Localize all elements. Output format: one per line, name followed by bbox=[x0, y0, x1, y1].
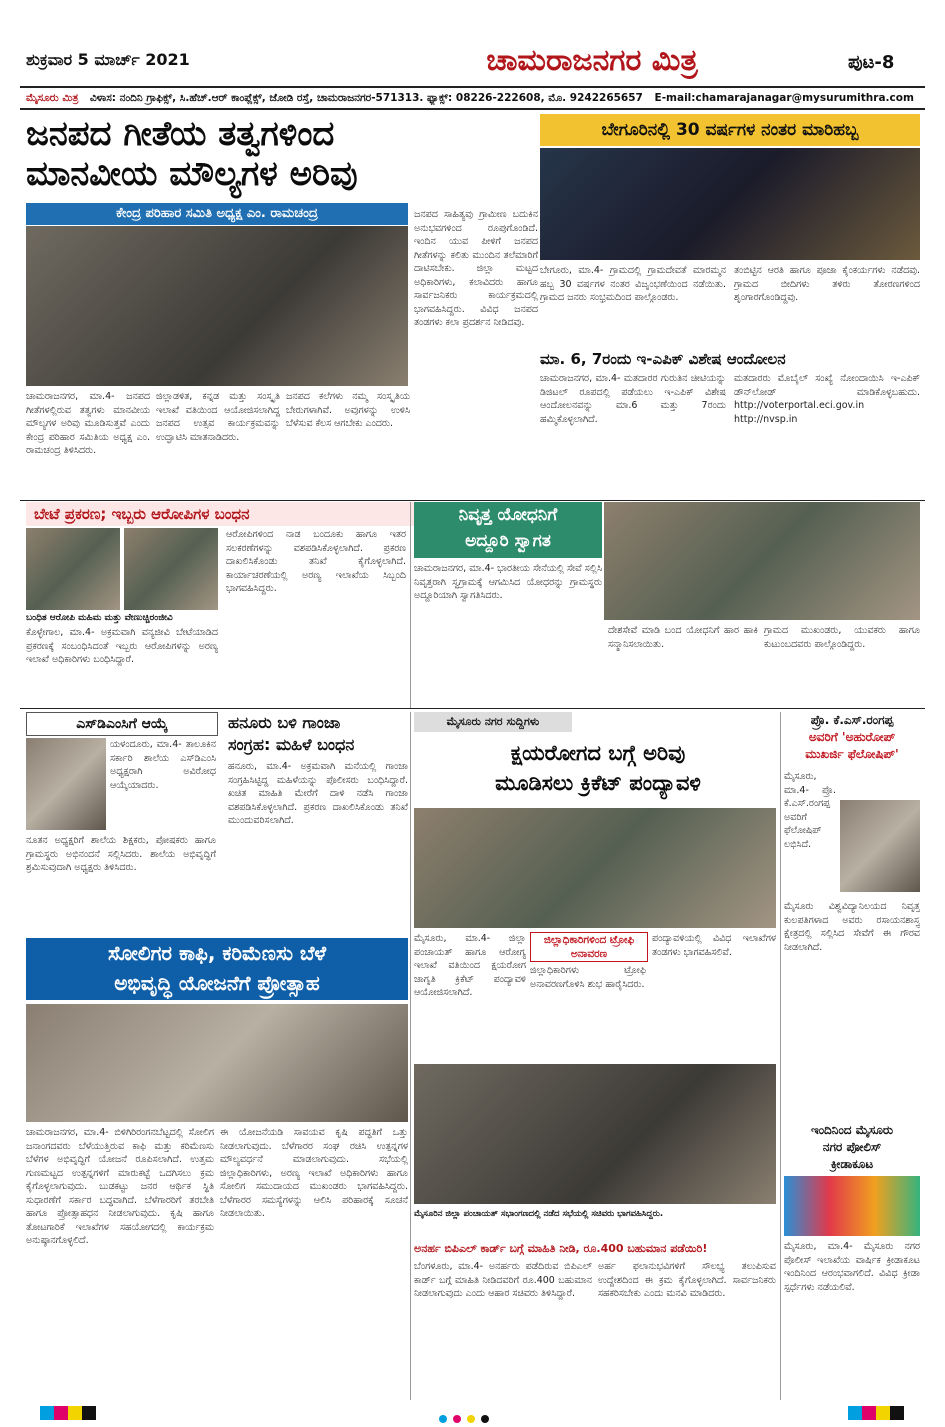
lead-text-col1: ಚಾಮರಾಜನಗರ, ಮಾ.4- ಜನಪದ ಗೀತೆಗಳಲ್ಲಿರುವ ತತ್ವಗಳು ಮಾನವೀಯ ಮೌಲ್ಯಗಳ ಅರಿವು ಮೂಡಿಸುತ್ತವೆ ಎಂದು ಕೇಂದ್ರ ಪರಿಹಾರ ಸಮಿತಿಯ ಅಧ್ಯಕ್ಷ ಎಂ. ರಾಮಚಂದ್ರ ತಿಳಿಸಿದರು. bbox=[26, 391, 150, 456]
minister-meeting-photo bbox=[414, 1064, 776, 1204]
hunting-headline: ಬೇಟೆ ಪ್ರಕರಣ; ಇಬ್ಬರು ಆರೋಪಿಗಳ ಬಂಧನ bbox=[26, 502, 414, 526]
rangappa-text-col1: ಮೈಸೂರು, ಮಾ.4- ಪ್ರೊ. ಕೆ.ಎಸ್.ರಂಗಪ್ಪ ಅವರಿಗೆ ಫೆಲೋಷಿಪ್ ಲಭಿಸಿದೆ. bbox=[784, 771, 836, 850]
tb-headline-line2: ಮೂಡಿಸಲು ಕ್ರಿಕೆಟ್ ಪಂದ್ಯಾವಳಿ bbox=[495, 771, 701, 795]
veteran-text-col2: ದೇಶಸೇವೆ ಮಾಡಿ ಬಂದ ಯೋಧನಿಗೆ ಹಾರ ಹಾಕಿ ಸನ್ಮಾನಿಸಲಾಯಿತು. bbox=[608, 625, 758, 650]
eepic-text-col2: ಮತದಾರರು ಮೊಬೈಲ್ ಸಂಖ್ಯೆ ನೋಂದಾಯಿಸಿ ಇ-ಎಪಿಕ್ ಡೌನ್‌ಲೋಡ್ ಮಾಡಿಕೊಳ್ಳಬಹುದು. http://voterportal.eci.gov.in http://nvsp.in bbox=[734, 373, 920, 425]
ganja-text: ಹನೂರು, ಮಾ.4- ಅಕ್ರಮವಾಗಿ ಮನೆಯಲ್ಲಿ ಗಾಂಜಾ ಸಂಗ್ರಹಿಸಿಟ್ಟಿದ್ದ ಮಹಿಳೆಯನ್ನು ಪೊಲೀಸರು ಬಂಧಿಸಿದ್ದಾರೆ. ಖಚಿತ ಮಾಹಿತಿ ಮೇರೆಗೆ ದಾಳಿ ನಡೆಸಿ ಗಾಂಜಾ ವಶಪಡಿಸಿಕೊಳ್ಳಲಾಗಿದೆ. ಪ್ರಕರಣ ದಾಖಲಿಸಿಕೊಂಡು ತನಿಖೆ ಮುಂದುವರಿಸಲಾಗಿದೆ. bbox=[228, 761, 408, 826]
lead-headline-line2: ಮಾನವೀಯ ಮೌಲ್ಯಗಳ ಅರಿವು bbox=[26, 154, 358, 194]
coffee-photo bbox=[26, 1004, 408, 1122]
bpl-headline: ಅನರ್ಹ ಬಿಪಿಎಲ್ ಕಾರ್ಡ್ ಬಗ್ಗೆ ಮಾಹಿತಿ ನೀಡಿ, ರೂ.400 ಬಹುಮಾನ ಪಡೆಯಿರಿ! bbox=[414, 1242, 708, 1255]
column-rule bbox=[410, 712, 411, 1400]
ganja-headline bbox=[228, 712, 408, 756]
masthead: ಚಾಮರಾಜನಗರ ಮಿತ್ರ bbox=[486, 43, 698, 78]
police-headline-line3: ಕ್ರೀಡಾಕೂಟ bbox=[830, 1157, 874, 1171]
hunting-text-col2: ಆರೋಪಿಗಳಿಂದ ನಾಡ ಬಂದೂಕು ಹಾಗೂ ಇತರ ಸಲಕರಣೆಗಳನ್ನು ವಶಪಡಿಸಿಕೊಳ್ಳಲಾಗಿದೆ. ಪ್ರಕರಣ ದಾಖಲಿಸಿಕೊಂಡು ತನಿಖೆ ಕೈಗೊಳ್ಳಲಾಗಿದೆ. ಕಾರ್ಯಾಚರಣೆಯಲ್ಲಿ ಅರಣ್ಯ ಇಲಾಖೆಯ ಸಿಬ್ಬಂದಿ ಭಾಗವಹಿಸಿದ್ದರು. bbox=[226, 529, 406, 594]
rangappa-headline bbox=[784, 712, 920, 763]
edition-date: ಶುಕ್ರವಾರ 5 ಮಾರ್ಚ್ 2021 bbox=[26, 50, 190, 69]
hunting-text-col1: ಕೊಳ್ಳೇಗಾಲ, ಮಾ.4- ಅಕ್ರಮವಾಗಿ ವನ್ಯಜೀವಿ ಬೇಟೆಯಾಡಿದ ಪ್ರಕರಣಕ್ಕೆ ಸಂಬಂಧಿಸಿದಂತೆ ಇಬ್ಬರು ಆರೋಪಿಗಳನ್ನು ಅರಣ್ಯ ಇಲಾಖೆ ಅಧಿಕಾರಿಗಳು ಬಂಧಿಸಿದ್ದಾರೆ. bbox=[26, 627, 218, 665]
tb-text-col3: ಪಂದ್ಯಾವಳಿಯಲ್ಲಿ ವಿವಿಧ ಇಲಾಖೆಗಳ ತಂಡಗಳು ಭಾಗವಹಿಸಲಿವೆ. bbox=[652, 933, 776, 958]
column-rule bbox=[780, 712, 781, 1400]
accused-photo-1 bbox=[26, 528, 120, 610]
eepic-urls[interactable]: http://voterportal.eci.gov.in http://nvsp.in bbox=[734, 400, 865, 425]
tb-text-col2: ಜಿಲ್ಲಾಧಿಕಾರಿಗಳು ಟ್ರೋಫಿ ಅನಾವರಣಗೊಳಿಸಿ ಶುಭ ಹಾರೈಸಿದರು. bbox=[530, 965, 646, 990]
contact-bar bbox=[26, 92, 918, 105]
bpl-text-col2: ಅರ್ಹ ಫಲಾನುಭವಿಗಳಿಗೆ ಸೌಲಭ್ಯ ತಲುಪಿಸುವ ಉದ್ದೇಶದಿಂದ ಈ ಕ್ರಮ ಕೈಗೊಳ್ಳಲಾಗಿದೆ. ಸಾರ್ವಜನಿಕರು ಸಹಕರಿಸಬೇಕು ಎಂದು ಮನವಿ ಮಾಡಿದರು. bbox=[598, 1261, 776, 1299]
lead-text-col3: ಜನಪದ ಕಲೆಗಳು ನಮ್ಮ ಸಂಸ್ಕೃತಿಯ ಬೇರುಗಳಾಗಿವೆ. ಅವುಗಳನ್ನು ಉಳಿಸಿ ಬೆಳೆಸುವ ಕೆಲಸ ಆಗಬೇಕು ಎಂದರು. bbox=[286, 391, 410, 429]
ganja-headline-line1: ಹನೂರು ಬಳಿ ಗಾಂಜಾ bbox=[228, 713, 341, 732]
police-headline bbox=[784, 1122, 920, 1173]
section-rule-1 bbox=[20, 500, 925, 501]
tb-text-col1: ಮೈಸೂರು, ಮಾ.4- ಜಿಲ್ಲಾ ಪಂಚಾಯತ್ ಹಾಗೂ ಆರೋಗ್ಯ ಇಲಾಖೆ ವತಿಯಿಂದ ಕ್ಷಯರೋಗ ಜಾಗೃತಿ ಕ್ರಿಕೆಟ್ ಪಂದ್ಯಾವಳಿ ಆಯೋಜಿಸಲಾಗಿದೆ. bbox=[414, 933, 526, 998]
color-bar-right bbox=[848, 1406, 904, 1420]
rangappa-headline-line2: ಅವರಿಗೆ 'ಅಹುರೋಪ್ bbox=[808, 730, 896, 744]
sdmc-text-col2: ನೂತನ ಅಧ್ಯಕ್ಷರಿಗೆ ಶಾಲೆಯ ಶಿಕ್ಷಕರು, ಪೋಷಕರು ಹಾಗೂ ಗ್ರಾಮಸ್ಥರು ಅಭಿನಂದನೆ ಸಲ್ಲಿಸಿದರು. ಶಾಲೆಯ ಅಭಿವೃದ್ಧಿಗೆ ಶ್ರಮಿಸುವುದಾಗಿ ಅಧ್ಯಕ್ಷರು ತಿಳಿಸಿದರು. bbox=[26, 835, 216, 873]
column-rule bbox=[410, 502, 411, 708]
veteran-headline-line1: ನಿವೃತ್ತ ಯೋಧನಿಗೆ bbox=[458, 505, 558, 525]
page-number: ಪುಟ-8 bbox=[848, 52, 895, 73]
coffee-text-col2: ಈ ಯೋಜನೆಯಡಿ ಸಾವಯವ ಕೃಷಿ ಪದ್ಧತಿಗೆ ಒತ್ತು ನೀಡಲಾಗುವುದು. ಬೆಳೆಗಾರರ ಸಂಘ ರಚಿಸಿ ಉತ್ಪನ್ನಗಳ ಮೌಲ್ಯವರ್ಧನೆ ಮಾಡಲಾಗುವುದು. ಸಭೆಯಲ್ಲಿ ಜಿಲ್ಲಾಧಿಕಾರಿಗಳು, ಅರಣ್ಯ ಇಲಾಖೆ ಅಧಿಕಾರಿಗಳು ಹಾಗೂ ಸೋಲಿಗ ಸಮುದಾಯದ ಮುಖಂಡರು ಭಾಗವಹಿಸಿದ್ದರು. ಬೆಳೆಗಾರರ ಸಮಸ್ಯೆಗಳನ್ನು ಆಲಿಸಿ ಪರಿಹಾರಕ್ಕೆ ಸೂಚನೆ ನೀಡಲಾಯಿತು. bbox=[220, 1127, 408, 1219]
mysuru-news-label: ಮೈಸೂರು ನಗರ ಸುದ್ದಿಗಳು bbox=[414, 712, 572, 732]
veteran-headline-line2: ಅದ್ದೂರಿ ಸ್ವಾಗತ bbox=[465, 531, 551, 551]
rangappa-headline-line3: ಮುಖರ್ಜಿ ಫೆಲೋಷಿಪ್' bbox=[805, 747, 899, 761]
coffee-text-col1: ಚಾಮರಾಜನಗರ, ಮಾ.4- ಬಿಳಿಗಿರಿರಂಗನಬೆಟ್ಟದಲ್ಲಿ ಸೋಲಿಗ ಜನಾಂಗದವರು ಬೆಳೆಯುತ್ತಿರುವ ಕಾಫಿ ಮತ್ತು ಕರಿಮೆಣಸು ಬೆಳೆಗಳ ಅಭಿವೃದ್ಧಿಗೆ ಯೋಜನೆ ರೂಪಿಸಲಾಗಿದೆ. ಉತ್ತಮ ಗುಣಮಟ್ಟದ ಉತ್ಪನ್ನಗಳಿಗೆ ಮಾರುಕಟ್ಟೆ ಒದಗಿಸಲು ಕ್ರಮ ಕೈಗೊಳ್ಳಲಾಗುವುದು. ಬುಡಕಟ್ಟು ಜನರ ಆರ್ಥಿಕ ಸ್ಥಿತಿ ಸುಧಾರಣೆಗೆ ಸರ್ಕಾರ ಬದ್ಧವಾಗಿದೆ. ಬೆಳೆಗಾರರಿಗೆ ತರಬೇತಿ ಹಾಗೂ ಪ್ರೋತ್ಸಾಹಧನ ನೀಡಲಾಗುವುದು. ಕೃಷಿ ಹಾಗೂ ತೋಟಗಾರಿಕೆ ಇಲಾಖೆಗಳ ಸಹಯೋಗದಲ್ಲಿ ಕಾರ್ಯಕ್ರಮ ಅನುಷ್ಠಾನಗೊಳ್ಳಲಿದೆ. bbox=[26, 1127, 214, 1246]
header-rule bbox=[20, 86, 925, 88]
lead-text-col4: ಜನಪದ ಸಾಹಿತ್ಯವು ಗ್ರಾಮೀಣ ಬದುಕಿನ ಅನುಭವಗಳಿಂದ ರೂಪುಗೊಂಡಿದೆ. ಇಂದಿನ ಯುವ ಪೀಳಿಗೆ ಜನಪದ ಗೀತೆಗಳನ್ನು ಕಲಿತು ಮುಂದಿನ ತಲೆಮಾರಿಗೆ ದಾಟಿಸಬೇಕು. ಜಿಲ್ಲಾ ಮಟ್ಟದ ಅಧಿಕಾರಿಗಳು, ಕಲಾವಿದರು ಹಾಗೂ ಸಾರ್ವಜನಿಕರು ಕಾರ್ಯಕ್ರಮದಲ್ಲಿ ಭಾಗವಹಿಸಿದ್ದರು. ವಿವಿಧ ಜನಪದ ತಂಡಗಳು ಕಲಾ ಪ್ರದರ್ಶನ ನೀಡಿದವು. bbox=[414, 209, 538, 328]
sdmc-headline: ಎಸ್‌ಡಿಎಂಸಿಗೆ ಆಯ್ಕೆ bbox=[26, 712, 218, 736]
hunting-caption: ಬಂಧಿತ ಆರೋಪಿ ಮಹಿಮ ಮತ್ತು ವೇಣುಚ್ಚಿರಂಜೀವಿ bbox=[26, 613, 173, 623]
address: ವಿಳಾಸ: ನಂದಿನಿ ಗ್ರಾಫಿಕ್ಸ್, ಸಿ.ಹೆಚ್.ಆರ್ ಕಾಂಪ್ಲೆಕ್ಸ್, ಜೋಡಿ ರಸ್ತೆ, ಚಾಮರಾಜನಗರ-571313. ಫ್ಯಾಕ್ಸ್: 08226-222608, ಮೊ. 9242265657 bbox=[90, 92, 643, 104]
police-headline-line2: ನಗರ ಪೋಲಿಸ್ bbox=[822, 1140, 882, 1154]
sdmc-text-col1: ಯಳಂದೂರು, ಮಾ.4- ತಾಲೂಕಿನ ಸರ್ಕಾರಿ ಶಾಲೆಯ ಎಸ್‌ಡಿಎಂಸಿ ಅಧ್ಯಕ್ಷರಾಗಿ ಅವಿರೋಧ ಆಯ್ಕೆಯಾದರು. bbox=[110, 739, 216, 791]
eepic-text-col1: ಚಾಮರಾಜನಗರ, ಮಾ.4- ಮತದಾರರ ಗುರುತಿನ ಚೀಟಿಯನ್ನು ಡಿಜಿಟಲ್ ರೂಪದಲ್ಲಿ ಪಡೆಯಲು ಇ-ಎಪಿಕ್ ವಿಶೇಷ ಆಂದೋಲನವನ್ನು ಮಾ.6 ಮತ್ತು 7ರಂದು ಹಮ್ಮಿಕೊಳ್ಳಲಾಗಿದೆ. bbox=[540, 373, 726, 425]
lead-headline bbox=[26, 114, 526, 194]
lead-text-col2: ಜಿಲ್ಲಾಡಳಿತ, ಕನ್ನಡ ಮತ್ತು ಸಂಸ್ಕೃತಿ ಇಲಾಖೆ ವತಿಯಿಂದ ಆಯೋಜಿಸಲಾಗಿದ್ದ ಜನಪದ ಉತ್ಸವ ಕಾರ್ಯಕ್ರಮವನ್ನು ಉದ್ಘಾಟಿಸಿ ಮಾತನಾಡಿದರು. bbox=[156, 391, 280, 443]
rangappa-headline-line1: ಪ್ರೊ. ಕೆ.ಎಸ್.ರಂಗಪ್ಪ bbox=[810, 713, 894, 727]
tb-photo bbox=[414, 808, 776, 928]
festival-text-col2: ತಂಬಿಟ್ಟಿನ ಆರತಿ ಹಾಗೂ ಪೂಜಾ ಕೈಂಕರ್ಯಗಳು ನಡೆದವು. ಗ್ರಾಮದ ಬೀದಿಗಳು ತಳಿರು ತೋರಣಗಳಿಂದ ಶೃಂಗಾರಗೊಂಡಿದ್ದವು. bbox=[734, 265, 920, 303]
minister-meeting-caption: ಮೈಸೂರಿನ ಜಿಲ್ಲಾ ಪಂಚಾಯತ್ ಸಭಾಂಗಣದಲ್ಲಿ ನಡೆದ ಸಭೆಯಲ್ಲಿ ಸಚಿವರು ಭಾಗವಹಿಸಿದ್ದರು. bbox=[414, 1209, 664, 1219]
coffee-headline bbox=[26, 938, 408, 1000]
festival-photo bbox=[540, 148, 920, 260]
header-rule-2 bbox=[20, 108, 925, 110]
veteran-headline bbox=[414, 502, 602, 558]
registration-dots bbox=[436, 1408, 492, 1427]
color-bar-left bbox=[40, 1406, 96, 1420]
accused-photo-2 bbox=[124, 528, 218, 610]
lead-subhead: ಕೇಂದ್ರ ಪರಿಹಾರ ಸಮಿತಿ ಅಧ್ಯಕ್ಷ ಎಂ. ರಾಮಚಂದ್ರ bbox=[26, 203, 408, 225]
rangappa-photo bbox=[840, 800, 920, 892]
coffee-headline-line1: ಸೋಲಿಗರ ಕಾಫಿ, ಕರಿಮೆಣಸು ಬೆಳೆ bbox=[107, 941, 327, 965]
festival-text-col1: ಬೇಗೂರು, ಮಾ.4- ಗ್ರಾಮದಲ್ಲಿ ಗ್ರಾಮದೇವತೆ ಮಾರಮ್ಮನ ಹಬ್ಬ 30 ವರ್ಷಗಳ ನಂತರ ವಿಜೃಂಭಣೆಯಿಂದ ನಡೆಯಿತು. ಗ್ರಾಮದ ಜನರು ಸಂಭ್ರಮದಿಂದ ಪಾಲ್ಗೊಂಡರು. bbox=[540, 265, 726, 303]
sdmc-member-photo bbox=[26, 738, 106, 830]
lead-photo bbox=[26, 226, 408, 386]
ganja-headline-line2: ಸಂಗ್ರಹ: ಮಹಿಳೆ ಬಂಧನ bbox=[228, 735, 355, 754]
lead-headline-line1: ಜನಪದ ಗೀತೆಯ ತತ್ವಗಳಿಂದ bbox=[26, 114, 335, 154]
police-text: ಮೈಸೂರು, ಮಾ.4- ಮೈಸೂರು ನಗರ ಪೊಲೀಸ್ ಇಲಾಖೆಯ ವಾರ್ಷಿಕ ಕ್ರೀಡಾಕೂಟ ಇಂದಿನಿಂದ ಆರಂಭವಾಗಲಿದೆ. ವಿವಿಧ ಕ್ರೀಡಾ ಸ್ಪರ್ಧೆಗಳು ನಡೆಯಲಿವೆ. bbox=[784, 1241, 920, 1293]
sports-graphic bbox=[784, 1176, 920, 1236]
email[interactable]: E-mail:chamarajanagar@mysurumithra.com bbox=[654, 92, 914, 104]
veteran-text-col1: ಚಾಮರಾಜನಗರ, ಮಾ.4- ಭಾರತೀಯ ಸೇನೆಯಲ್ಲಿ ಸೇವೆ ಸಲ್ಲಿಸಿ ನಿವೃತ್ತರಾಗಿ ಸ್ವಗ್ರಾಮಕ್ಕೆ ಆಗಮಿಸಿದ ಯೋಧರನ್ನು ಗ್ರಾಮಸ್ಥರು ಅದ್ದೂರಿಯಾಗಿ ಸ್ವಾಗತಿಸಿದರು. bbox=[414, 563, 602, 601]
police-headline-line1: ಇಂದಿನಿಂದ ಮೈಸೂರು bbox=[810, 1123, 894, 1137]
rangappa-text-col2: ಮೈಸೂರು ವಿಶ್ವವಿದ್ಯಾನಿಲಯದ ನಿವೃತ್ತ ಕುಲಪತಿಗಳಾದ ಅವರು ರಸಾಯನಶಾಸ್ತ್ರ ಕ್ಷೇತ್ರದಲ್ಲಿ ಸಲ್ಲಿಸಿದ ಸೇವೆಗೆ ಈ ಗೌರವ ನೀಡಲಾಗಿದೆ. bbox=[784, 901, 920, 953]
veteran-photo bbox=[604, 502, 920, 620]
section-rule-2 bbox=[20, 708, 925, 709]
veteran-text-col3: ಗ್ರಾಮದ ಮುಖಂಡರು, ಯುವಕರು ಹಾಗೂ ಕುಟುಂಬದವರು ಪಾಲ್ಗೊಂಡಿದ್ದರು. bbox=[764, 625, 920, 650]
coffee-headline-line2: ಅಭಿವೃದ್ಧಿ ಯೋಜನೆಗೆ ಪ್ರೋತ್ಸಾಹ bbox=[114, 971, 320, 995]
tb-headline bbox=[420, 738, 776, 798]
tb-headline-line1: ಕ್ಷಯರೋಗದ ಬಗ್ಗೆ ಅರಿವು bbox=[510, 741, 686, 765]
tb-subhead: ಜಿಲ್ಲಾಧಿಕಾರಿಗಳಿಂದ ಟ್ರೋಫಿ ಅನಾವರಣ bbox=[530, 932, 648, 962]
brand-name: ಮೈಸೂರು ಮಿತ್ರ bbox=[26, 92, 79, 104]
eepic-headline: ಮಾ. 6, 7ರಂದು ಇ-ಎಪಿಕ್ ವಿಶೇಷ ಆಂದೋಲನ bbox=[540, 350, 786, 368]
festival-headline: ಬೇಗೂರಿನಲ್ಲಿ 30 ವರ್ಷಗಳ ನಂತರ ಮಾರಿಹಬ್ಬ bbox=[540, 114, 920, 146]
bpl-text-col1: ಬೆಂಗಳೂರು, ಮಾ.4- ಅನರ್ಹರು ಪಡೆದಿರುವ ಬಿಪಿಎಲ್ ಕಾರ್ಡ್ ಬಗ್ಗೆ ಮಾಹಿತಿ ನೀಡಿದವರಿಗೆ ರೂ.400 ಬಹುಮಾನ ನೀಡಲಾಗುವುದು ಎಂದು ಆಹಾರ ಸಚಿವರು ತಿಳಿಸಿದ್ದಾರೆ. bbox=[414, 1261, 592, 1299]
